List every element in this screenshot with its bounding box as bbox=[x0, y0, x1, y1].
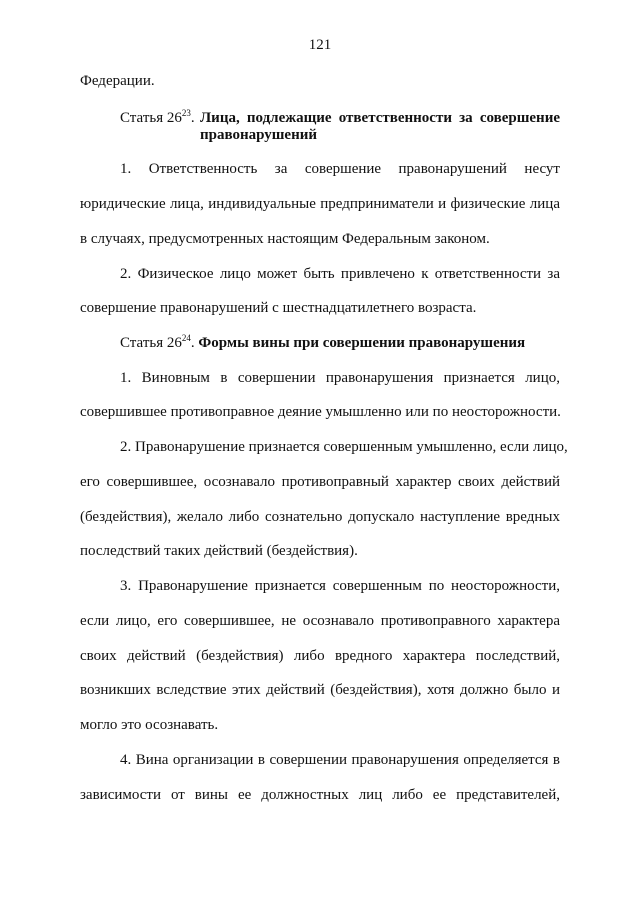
article-24-p1-line2: совершившее противоправное деяние умышленно или по неосторожности. bbox=[80, 404, 561, 420]
article-24-title: Формы вины при совершении правонарушения bbox=[198, 335, 526, 351]
article-24-p3-line1: 3. Правонарушение признается совершенным по неосторожности, bbox=[120, 578, 560, 594]
article-24-p3-line3: своих действий (бездействия) либо вредного характера последствий, bbox=[80, 648, 560, 664]
article-24-prefix: Статья 26 bbox=[120, 335, 182, 351]
article-24-dot: . bbox=[190, 335, 199, 351]
article-23-p2-line2: совершение правонарушений с шестнадцатилетнего возраста. bbox=[80, 300, 477, 316]
carry-over-text: Федерации. bbox=[80, 73, 155, 89]
article-23-p2-line1: 2. Физическое лицо может быть привлечено к ответственности за bbox=[120, 266, 560, 282]
article-24-p4-line1: 4. Вина организации в совершении правонарушения определяется в bbox=[120, 752, 560, 768]
article-24-p4-line2: зависимости от вины ее должностных лиц либо ее представителей, bbox=[80, 787, 560, 803]
article-24-p2-line3: (бездействия), желало либо сознательно допускало наступление вредных bbox=[80, 509, 560, 525]
article-24-p2-line4: последствий таких действий (бездействия). bbox=[80, 543, 358, 559]
article-24-p3-line2: если лицо, его совершившее, не осознавало противоправного характера bbox=[80, 613, 560, 629]
article-24-p1-line1: 1. Виновным в совершении правонарушения признается лицо, bbox=[120, 370, 560, 386]
article-23-p1-line3: в случаях, предусмотренных настоящим Федеральным законом. bbox=[80, 231, 490, 247]
article-24-p2-line1: 2. Правонарушение признается совершенным умышленно, если лицо, bbox=[120, 439, 568, 455]
article-24-sup: 24 bbox=[181, 333, 191, 343]
article-23-prefix: Статья 26 bbox=[120, 110, 182, 126]
article-23-dot: . bbox=[190, 110, 195, 126]
article-23-title-line1: Лица, подлежащие ответственности за совершение bbox=[200, 110, 560, 126]
article-24-p3-line4: возникших вследствие этих действий (бездействия), хотя должно было и bbox=[80, 682, 560, 698]
article-23-p1-line1: 1. Ответственность за совершение правонарушений несут bbox=[120, 161, 560, 177]
article-23-p1-line2: юридические лица, индивидуальные предприниматели и физические лица bbox=[80, 196, 560, 212]
page-number: 121 bbox=[308, 37, 332, 53]
article-24-p3-line5: могло это осознавать. bbox=[80, 717, 219, 733]
article-24-heading bbox=[120, 334, 525, 352]
article-23-label bbox=[120, 109, 195, 127]
article-24-p2-line2: его совершившее, осознавало противоправный характер своих действий bbox=[80, 474, 560, 490]
article-23-sup: 23 bbox=[181, 108, 191, 118]
article-23-title-line2: правонарушений bbox=[200, 127, 318, 143]
